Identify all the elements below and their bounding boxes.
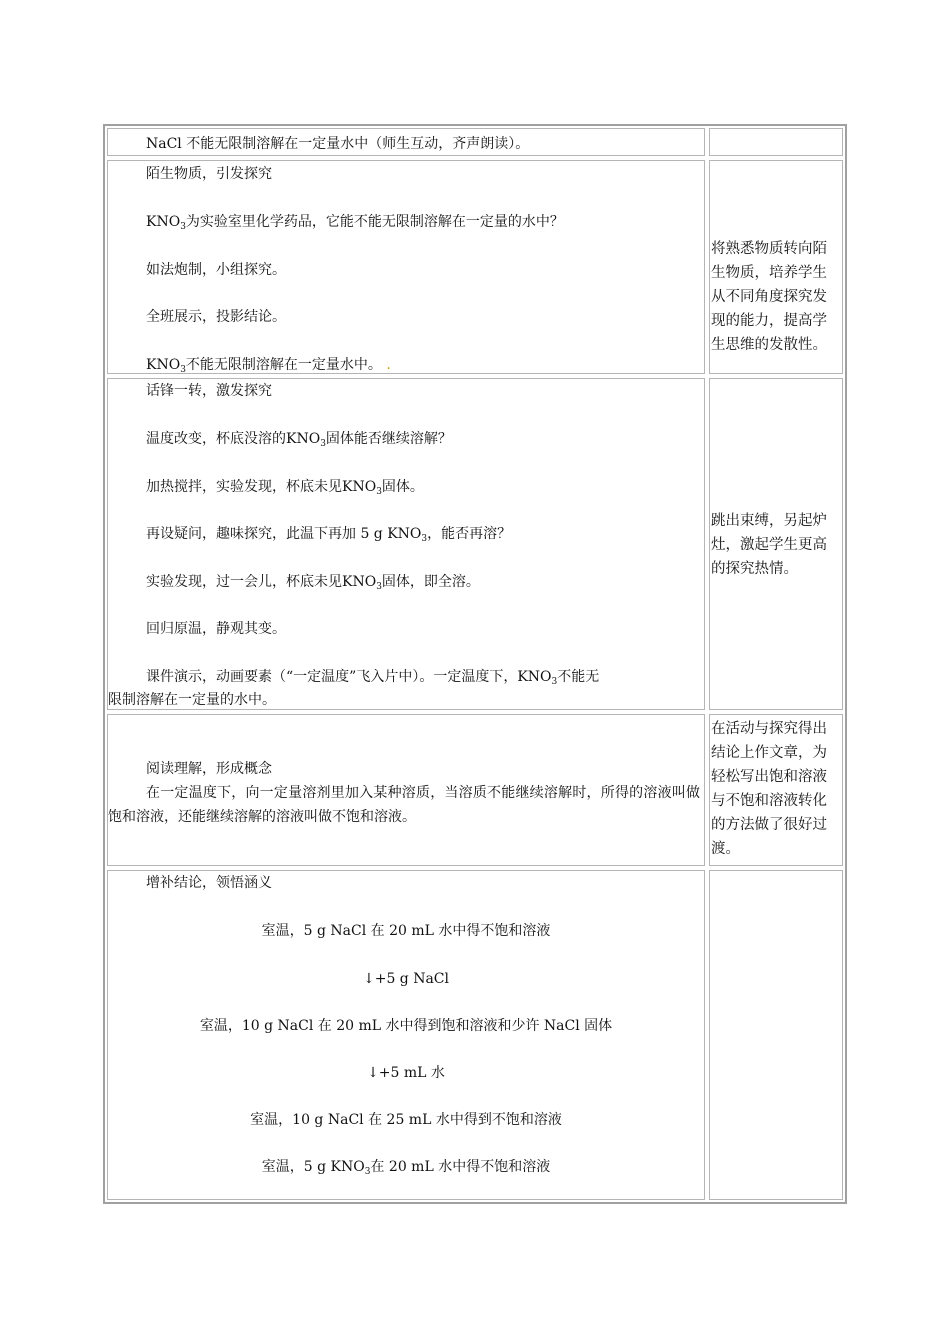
- row-text: 室温，10 g NaCl 在 20 mL 水中得到饱和溶液和少许 NaCl 固体: [199, 1018, 613, 1034]
- process-cell: [107, 870, 705, 1200]
- note-cell: [709, 714, 843, 866]
- dot-mark: .: [381, 357, 391, 373]
- row-text: ↓+5 mL 水: [367, 1065, 445, 1081]
- note-cell: [709, 378, 843, 710]
- process-cell: [107, 160, 705, 374]
- row-text: 限制溶解在一定量的水中。: [108, 692, 276, 708]
- table-row: [105, 126, 845, 158]
- row-text: ↓+5 g NaCl: [362, 971, 450, 987]
- row-heading: 话锋一转，激发探究: [146, 383, 272, 399]
- row-text: 室温，5 g $KNO_3$在 20 mL 水中得不饱和溶液: [261, 1159, 551, 1177]
- row-heading: 增补结论，领悟涵义: [146, 875, 272, 891]
- row-text: 全班展示，投影结论。: [146, 309, 286, 325]
- note-text: 跳出束缚，另起炉灶，激起学生更高的探究热情。: [711, 513, 827, 577]
- table-row: [105, 376, 845, 712]
- row-text: 如法炮制，小组探究。: [146, 262, 286, 278]
- table-row: [105, 712, 845, 868]
- table-row: [105, 868, 845, 1202]
- note-cell: [709, 870, 843, 1200]
- row-text: 室温，5 g NaCl 在 20 mL 水中得不饱和溶液: [261, 923, 551, 939]
- row-text: 再设疑问，趣味探究，此温下再加 5 g $KNO_3$，能否再溶？: [146, 526, 512, 544]
- note-cell: [709, 128, 843, 156]
- process-cell: [107, 714, 705, 866]
- row-text: 课件演示，动画要素（“一定温度”飞入片中）。一定温度下，$KNO_3$不能无: [146, 669, 600, 687]
- note-text: 将熟悉物质转向陌生物质，培养学生从不同角度探究发现的能力，提高学生思维的发散性。: [711, 241, 827, 353]
- row-text: 室温，10 g NaCl 在 25 mL 水中得到不饱和溶液: [250, 1112, 562, 1128]
- definition-paragraph: 在一定温度下，向一定量溶剂里加入某种溶质，当溶质不能继续溶解时，所得的溶液叫做饱和溶液，还能继续溶解的溶液叫做不饱和溶液。: [108, 785, 700, 825]
- row-text: $KNO_3$为实验室里化学药品，它能不能无限制溶解在一定量的水中？: [146, 214, 564, 232]
- row-heading: 阅读理解，形成概念: [146, 761, 272, 777]
- row-text: 回归原温，静观其变。: [146, 621, 286, 637]
- row-text: NaCl 不能无限制溶解在一定量水中（师生互动，齐声朗读）。: [146, 136, 530, 152]
- process-cell: [107, 378, 705, 710]
- row-text: 温度改变，杯底没溶的$KNO_3$固体能否继续溶解？: [146, 431, 452, 449]
- row-text: 加热搅拌，实验发现，杯底未见$KNO_3$固体。: [146, 479, 424, 497]
- lesson-table: [103, 124, 847, 1204]
- row-text: 实验发现，过一会儿，杯底未见$KNO_3$固体，即全溶。: [146, 574, 480, 592]
- note-cell: [709, 160, 843, 374]
- row-text: $KNO_3$不能无限制溶解在一定量水中。 .: [146, 357, 391, 375]
- row-heading: 陌生物质，引发探究: [146, 166, 272, 182]
- process-cell: [107, 128, 705, 156]
- table-row: [105, 158, 845, 376]
- note-text: 在活动与探究得出结论上作文章，为轻松写出饱和溶液与不饱和溶液转化的方法做了很好过渡。: [711, 721, 827, 857]
